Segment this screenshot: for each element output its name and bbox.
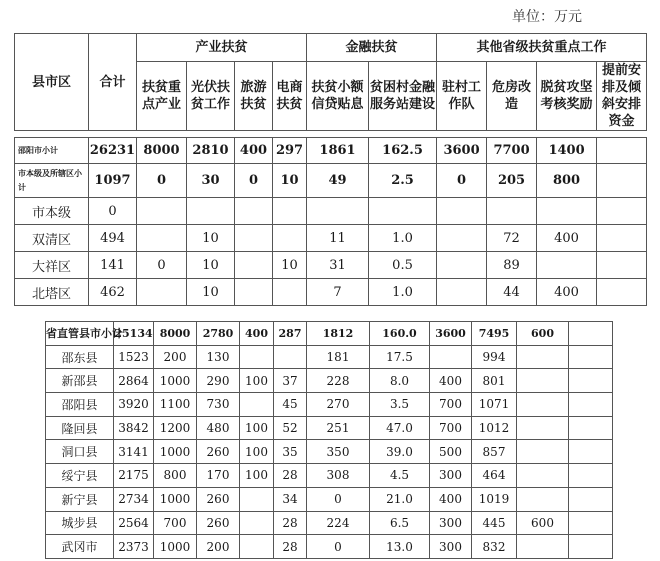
table-cell: 44: [487, 279, 537, 306]
row-label: 双清区: [15, 225, 89, 252]
table-cell: 1019: [472, 487, 517, 511]
table-cell: [597, 164, 647, 198]
table-cell: 224: [307, 511, 370, 535]
table-row: [15, 164, 647, 198]
table-cell: 7700: [487, 138, 537, 164]
table-row: [15, 252, 647, 279]
table-cell: [517, 464, 569, 488]
table-row: [46, 440, 613, 464]
spacer-cell: [487, 131, 537, 138]
table-cell: 160.0: [370, 322, 430, 346]
table-cell: [569, 440, 613, 464]
table-cell: 0: [89, 198, 137, 225]
table-cell: [137, 279, 187, 306]
spacer-cell: [187, 131, 235, 138]
table-cell: 730: [197, 393, 240, 417]
table-cell: [537, 198, 597, 225]
table-cell: [235, 225, 273, 252]
table-cell: 1400: [537, 138, 597, 164]
table-cell: 1.0: [369, 279, 437, 306]
table-cell: [240, 393, 274, 417]
spacer-row: [15, 131, 647, 138]
table-cell: 600: [517, 511, 569, 535]
table-cell: 297: [273, 138, 307, 164]
spacer-cell: [89, 131, 137, 138]
header-col: 扶贫小额信贷贴息: [307, 62, 369, 131]
table-cell: 7: [307, 279, 369, 306]
table-cell: 100: [240, 416, 274, 440]
table-cell: 251: [307, 416, 370, 440]
table-cell: 308: [307, 464, 370, 488]
header-col: 旅游扶贫: [235, 62, 273, 131]
table-cell: 801: [472, 369, 517, 393]
table-cell: 1000: [154, 535, 197, 559]
header-col: 光伏扶贫工作: [187, 62, 235, 131]
table-cell: 200: [154, 345, 197, 369]
table-row: [46, 487, 613, 511]
table-row: [46, 416, 613, 440]
table-cell: 1812: [307, 322, 370, 346]
table-cell: 1000: [154, 487, 197, 511]
table-cell: 170: [197, 464, 240, 488]
table-cell: [369, 198, 437, 225]
row-label: 北塔区: [15, 279, 89, 306]
table-cell: 832: [472, 535, 517, 559]
table-cell: 800: [154, 464, 197, 488]
table-cell: 28: [274, 511, 307, 535]
table-cell: 2734: [114, 487, 154, 511]
spacer-cell: [597, 131, 647, 138]
table-cell: 1097: [89, 164, 137, 198]
table-cell: 100: [240, 369, 274, 393]
table-cell: 47.0: [370, 416, 430, 440]
table-cell: 260: [197, 511, 240, 535]
table-cell: [240, 535, 274, 559]
table-cell: 0: [137, 164, 187, 198]
allocation-table-bottom: [45, 321, 613, 559]
table-cell: 290: [197, 369, 240, 393]
table-cell: 7495: [472, 322, 517, 346]
table-cell: 1100: [154, 393, 197, 417]
table-cell: [235, 279, 273, 306]
table-cell: 130: [197, 345, 240, 369]
table-cell: [240, 487, 274, 511]
table-cell: 100: [240, 440, 274, 464]
table-cell: [569, 369, 613, 393]
table-cell: 1071: [472, 393, 517, 417]
table-cell: 0.5: [369, 252, 437, 279]
table-cell: 445: [472, 511, 517, 535]
table-cell: [569, 464, 613, 488]
row-label: 新邵县: [46, 369, 114, 393]
table-row: [15, 198, 647, 225]
table-cell: 1861: [307, 138, 369, 164]
table-cell: [273, 225, 307, 252]
table-cell: 800: [537, 164, 597, 198]
header-group-finance: 金融扶贫: [307, 34, 437, 62]
table-cell: 100: [240, 464, 274, 488]
row-label: 大祥区: [15, 252, 89, 279]
table-cell: [569, 487, 613, 511]
table-cell: [597, 138, 647, 164]
table-row: [46, 535, 613, 559]
header-col: 危房改造: [487, 62, 537, 131]
row-label: 隆回县: [46, 416, 114, 440]
table-cell: 28: [274, 464, 307, 488]
table-cell: 300: [430, 511, 472, 535]
table-cell: [437, 225, 487, 252]
spacer-cell: [273, 131, 307, 138]
table-row: [46, 322, 613, 346]
table-cell: 0: [437, 164, 487, 198]
table-cell: 287: [274, 322, 307, 346]
table-row: [15, 279, 647, 306]
row-label: 市本级及所辖区小计: [15, 164, 89, 198]
table-cell: 1000: [154, 440, 197, 464]
table-cell: [517, 487, 569, 511]
spacer-cell: [137, 131, 187, 138]
table-cell: 260: [197, 440, 240, 464]
table-cell: [517, 535, 569, 559]
table-cell: 228: [307, 369, 370, 393]
table-cell: [569, 535, 613, 559]
table-cell: 480: [197, 416, 240, 440]
table-cell: 1.0: [369, 225, 437, 252]
table-cell: 2864: [114, 369, 154, 393]
table-cell: [517, 393, 569, 417]
table-cell: [437, 279, 487, 306]
header-col: 贫困村金融服务站建设: [369, 62, 437, 131]
row-label: 邵东县: [46, 345, 114, 369]
table-cell: [273, 198, 307, 225]
table-cell: 0: [307, 535, 370, 559]
table-cell: 3842: [114, 416, 154, 440]
table-cell: 500: [430, 440, 472, 464]
table-cell: 1200: [154, 416, 197, 440]
table-cell: 1523: [114, 345, 154, 369]
table-cell: 400: [537, 279, 597, 306]
table-cell: 141: [89, 252, 137, 279]
table-row: [46, 369, 613, 393]
spacer-cell: [537, 131, 597, 138]
table-cell: [597, 225, 647, 252]
table-cell: [307, 198, 369, 225]
table-cell: [569, 345, 613, 369]
table-cell: 400: [235, 138, 273, 164]
header-col: 提前安排及倾斜安排资金: [597, 62, 647, 131]
table-cell: 13.0: [370, 535, 430, 559]
table-cell: [187, 198, 235, 225]
table-cell: 34: [274, 487, 307, 511]
table-cell: 400: [430, 369, 472, 393]
table-cell: [437, 252, 487, 279]
spacer-cell: [15, 131, 89, 138]
table-cell: [569, 416, 613, 440]
header-col: 驻村工作队: [437, 62, 487, 131]
row-label: 省直管县市小计: [46, 322, 114, 346]
table-cell: 464: [472, 464, 517, 488]
table-row: [15, 138, 647, 164]
row-label: 市本级: [15, 198, 89, 225]
table-cell: 494: [89, 225, 137, 252]
table-cell: [235, 252, 273, 279]
table-cell: 52: [274, 416, 307, 440]
table-cell: 350: [307, 440, 370, 464]
table-cell: 700: [430, 416, 472, 440]
table-cell: 8000: [154, 322, 197, 346]
header-county: 县市区: [15, 34, 89, 131]
table-cell: [517, 416, 569, 440]
table-cell: 39.0: [370, 440, 430, 464]
table-cell: 37: [274, 369, 307, 393]
table-cell: 994: [472, 345, 517, 369]
spacer-cell: [235, 131, 273, 138]
table-cell: [240, 345, 274, 369]
table-cell: 200: [197, 535, 240, 559]
table-cell: [597, 279, 647, 306]
table-cell: 28: [274, 535, 307, 559]
header-col: 扶贫重点产业: [137, 62, 187, 131]
table-cell: 31: [307, 252, 369, 279]
table-cell: [487, 198, 537, 225]
table-row: [46, 345, 613, 369]
table-cell: 11: [307, 225, 369, 252]
header-group-other: 其他省级扶贫重点工作: [437, 34, 647, 62]
table-cell: 3600: [430, 322, 472, 346]
row-label: 武冈市: [46, 535, 114, 559]
spacer-cell: [437, 131, 487, 138]
table-cell: 162.5: [369, 138, 437, 164]
table-cell: [569, 511, 613, 535]
table-cell: 3.5: [370, 393, 430, 417]
table-cell: [517, 440, 569, 464]
table-cell: 3920: [114, 393, 154, 417]
table-cell: 10: [187, 252, 235, 279]
header-group-industry: 产业扶贫: [137, 34, 307, 62]
table-cell: 8.0: [370, 369, 430, 393]
table-cell: 3141: [114, 440, 154, 464]
row-label: 绥宁县: [46, 464, 114, 488]
table-cell: 2373: [114, 535, 154, 559]
allocation-table-top: [14, 33, 647, 306]
table-cell: 30: [187, 164, 235, 198]
table-row: [46, 393, 613, 417]
table-cell: 181: [307, 345, 370, 369]
unit-label: 单位：万元: [512, 9, 582, 25]
table-cell: [537, 252, 597, 279]
table-cell: 4.5: [370, 464, 430, 488]
table-cell: 10: [187, 279, 235, 306]
table-cell: [517, 345, 569, 369]
table-cell: 700: [430, 393, 472, 417]
table-cell: 2564: [114, 511, 154, 535]
header-total: 合计: [89, 34, 137, 131]
table-cell: 700: [154, 511, 197, 535]
table-row: [46, 511, 613, 535]
table-cell: 2175: [114, 464, 154, 488]
table-cell: [430, 345, 472, 369]
table-cell: 1000: [154, 369, 197, 393]
table-cell: 400: [537, 225, 597, 252]
table-row: [15, 225, 647, 252]
table-cell: [274, 345, 307, 369]
table-cell: [137, 225, 187, 252]
row-label: 邵阳市小计: [15, 138, 89, 164]
table-cell: 400: [430, 487, 472, 511]
table-cell: 0: [235, 164, 273, 198]
table-cell: 2780: [197, 322, 240, 346]
table-cell: [569, 393, 613, 417]
spacer-cell: [307, 131, 369, 138]
table-cell: 2.5: [369, 164, 437, 198]
table-cell: 300: [430, 464, 472, 488]
table-cell: [597, 252, 647, 279]
row-label: 城步县: [46, 511, 114, 535]
table-cell: 72: [487, 225, 537, 252]
table-cell: 10: [187, 225, 235, 252]
table-row: [46, 464, 613, 488]
table-cell: 26231: [89, 138, 137, 164]
table-cell: 462: [89, 279, 137, 306]
table-cell: 857: [472, 440, 517, 464]
table-cell: 300: [430, 535, 472, 559]
table-cell: [273, 279, 307, 306]
header-col: 电商扶贫: [273, 62, 307, 131]
table-cell: [235, 198, 273, 225]
table-cell: 17.5: [370, 345, 430, 369]
table-cell: 45: [274, 393, 307, 417]
table-cell: 1012: [472, 416, 517, 440]
row-label: 邵阳县: [46, 393, 114, 417]
table-cell: 6.5: [370, 511, 430, 535]
table-cell: [437, 198, 487, 225]
table-cell: 0: [307, 487, 370, 511]
row-label: 新宁县: [46, 487, 114, 511]
table-cell: [240, 511, 274, 535]
header-col: 脱贫攻坚考核奖励: [537, 62, 597, 131]
table-cell: 400: [240, 322, 274, 346]
table-cell: 25134: [114, 322, 154, 346]
row-label: 洞口县: [46, 440, 114, 464]
table-cell: [597, 198, 647, 225]
table-cell: 35: [274, 440, 307, 464]
table-cell: 205: [487, 164, 537, 198]
table-cell: 260: [197, 487, 240, 511]
table-cell: [569, 322, 613, 346]
table-cell: 89: [487, 252, 537, 279]
table-cell: 0: [137, 252, 187, 279]
table-cell: 21.0: [370, 487, 430, 511]
table-cell: 2810: [187, 138, 235, 164]
table-cell: 10: [273, 252, 307, 279]
table-cell: 49: [307, 164, 369, 198]
table-cell: [137, 198, 187, 225]
spacer-cell: [369, 131, 437, 138]
table-cell: 3600: [437, 138, 487, 164]
table-cell: 270: [307, 393, 370, 417]
table-cell: 8000: [137, 138, 187, 164]
table-cell: [517, 369, 569, 393]
table-cell: 600: [517, 322, 569, 346]
table-cell: 10: [273, 164, 307, 198]
